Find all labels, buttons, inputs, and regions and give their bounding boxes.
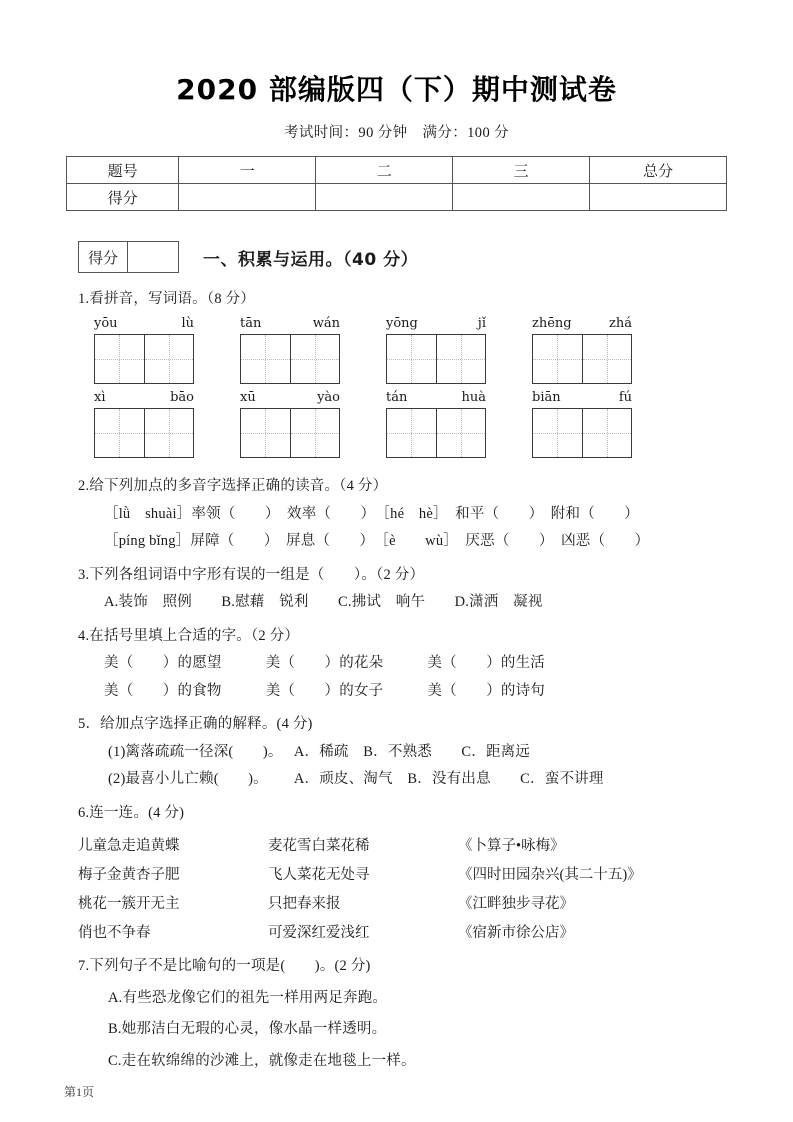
score-table-cell: 一 — [179, 157, 316, 184]
match-item-middle[interactable]: 飞人菜花无处寻 — [268, 867, 370, 884]
section-header — [52, 241, 741, 273]
question-5 — [52, 713, 741, 790]
question-7-option-a[interactable]: A.有些恐龙像它们的祖先一样用两足奔跑。 — [108, 989, 388, 1006]
score-table-cell: 三 — [453, 157, 590, 184]
section-score-value[interactable] — [128, 242, 178, 272]
match-item-right[interactable]: 《宿新市徐公店》 — [458, 925, 574, 942]
pinyin-text: yōu — [94, 316, 118, 332]
tianzige-pair[interactable] — [386, 408, 486, 458]
question-1-stem: 1.看拼音，写词语。（8 分） — [78, 291, 255, 307]
score-table-row-label: 得分 — [67, 184, 179, 211]
match-item-left[interactable]: 梅子金黄杏子肥 — [78, 867, 180, 884]
match-item-middle[interactable]: 只把春来报 — [268, 896, 341, 913]
tianzige-cell[interactable] — [582, 335, 631, 383]
pinyin-pair — [386, 316, 486, 331]
tianzige-pair[interactable] — [240, 334, 340, 384]
tianzige-pair[interactable] — [532, 334, 632, 384]
score-table-cell: 二 — [316, 157, 453, 184]
tianzige-cell[interactable] — [387, 409, 436, 457]
pinyin-text: zhēng — [532, 316, 572, 332]
pinyin-text: xū — [240, 390, 256, 406]
question-7-option-b[interactable]: B.她那洁白无瑕的心灵，像水晶一样透明。 — [108, 1021, 387, 1038]
tianzige-cell[interactable] — [436, 409, 485, 457]
tianzige-cell[interactable] — [387, 335, 436, 383]
pinyin-text: lù — [181, 316, 194, 332]
match-row[interactable] — [52, 892, 741, 913]
pinyin-text: yōng — [386, 316, 418, 332]
page-title: 2020 部编版四（下）期中测试卷 — [176, 73, 617, 106]
exam-info-line: 考试时间：90 分钟 满分：100 分 — [283, 125, 510, 141]
tianzige-cell[interactable] — [290, 335, 339, 383]
pinyin-grid-group — [78, 316, 210, 384]
pinyin-pair — [94, 316, 194, 331]
pinyin-text: jǐ — [477, 316, 486, 332]
score-input-cell[interactable] — [453, 184, 590, 211]
pinyin-text: xì — [94, 390, 106, 406]
question-7 — [52, 955, 741, 1072]
question-5-line-1[interactable]: (1)篱落疏疏一径深( )。 A．稀疏 B．不熟悉 C．距离远 — [108, 743, 531, 760]
tianzige-cell[interactable] — [144, 335, 193, 383]
score-input-cell[interactable] — [590, 184, 727, 211]
pinyin-grid-group — [78, 390, 210, 458]
pinyin-text: wán — [312, 316, 340, 332]
pinyin-grid-group — [370, 390, 502, 458]
pinyin-pair — [532, 316, 632, 331]
tianzige-pair[interactable] — [94, 408, 194, 458]
question-4-stem: 4.在括号里填上合适的字。（2 分） — [78, 627, 300, 644]
tianzige-pair[interactable] — [532, 408, 632, 458]
match-item-right[interactable]: 《四时田园杂兴(其二十五)》 — [458, 867, 642, 884]
question-7-option-c[interactable]: C.走在软绵绵的沙滩上，就像走在地毯上一样。 — [108, 1052, 416, 1069]
question-5-line-2[interactable]: (2)最喜小儿亡赖( )。 A．顽皮、淘气 B．没有出息 C．蛮不讲理 — [108, 771, 604, 788]
score-input-cell[interactable] — [316, 184, 453, 211]
question-7-stem: 7.下列句子不是比喻句的一项是( )。(2 分) — [78, 958, 371, 975]
question-3-stem: 3.下列各组词语中字形有误的一组是（ ）。（2 分） — [78, 566, 425, 583]
pinyin-text: yào — [317, 390, 340, 406]
score-table-wrapper — [52, 156, 741, 211]
tianzige-cell[interactable] — [290, 409, 339, 457]
pinyin-grid-section — [52, 316, 741, 458]
match-item-middle[interactable]: 麦花雪白菜花稀 — [268, 838, 370, 855]
score-table — [66, 156, 727, 211]
pinyin-text: fú — [618, 390, 632, 406]
table-row — [67, 157, 727, 184]
match-row[interactable] — [52, 863, 741, 884]
pinyin-grid-row — [78, 390, 741, 458]
pinyin-pair — [240, 390, 340, 405]
question-6-stem: 6.连一连。(4 分) — [78, 804, 185, 821]
tianzige-pair[interactable] — [240, 408, 340, 458]
tianzige-pair[interactable] — [94, 334, 194, 384]
tianzige-cell[interactable] — [144, 409, 193, 457]
pinyin-pair — [386, 390, 486, 405]
match-item-right[interactable]: 《卜算子•咏梅》 — [458, 838, 565, 855]
tianzige-pair[interactable] — [386, 334, 486, 384]
tianzige-cell[interactable] — [241, 409, 290, 457]
question-2-line-1[interactable]: ［lǜ shuài］率领（ ） 效率（ ） ［hé hè］ 和平（ ） 附和（ ） — [104, 505, 640, 522]
match-item-left[interactable]: 儿童急走追黄蝶 — [78, 838, 180, 855]
pinyin-grid-group — [516, 390, 648, 458]
tianzige-cell[interactable] — [533, 409, 582, 457]
pinyin-text: tān — [240, 316, 262, 332]
question-2-line-2[interactable]: ［píng bǐng］屏障（ ） 屏息（ ） ［è wù］ 厌恶（ ） 凶恶（ ） — [104, 533, 650, 550]
pinyin-pair — [532, 390, 632, 405]
pinyin-text: bāo — [170, 390, 194, 406]
match-row[interactable] — [52, 834, 741, 855]
question-4-line-2[interactable]: 美（ ）的食物 美（ ）的女子 美（ ）的诗句 — [104, 682, 545, 699]
section-title: 一、积累与运用。（40 分） — [203, 249, 419, 270]
tianzige-cell[interactable] — [582, 409, 631, 457]
pinyin-text: zhá — [609, 316, 632, 332]
pinyin-grid-row — [78, 316, 741, 384]
question-3 — [52, 564, 741, 614]
match-row[interactable] — [52, 921, 741, 942]
pinyin-pair — [240, 316, 340, 331]
tianzige-cell[interactable] — [95, 409, 144, 457]
match-item-middle[interactable]: 可爱深红爱浅红 — [268, 925, 370, 942]
score-table-row-label: 题号 — [67, 157, 179, 184]
question-2-stem: 2.给下列加点的多音字选择正确的读音。（4 分） — [78, 478, 388, 495]
tianzige-cell[interactable] — [533, 335, 582, 383]
tianzige-cell[interactable] — [241, 335, 290, 383]
tianzige-cell[interactable] — [436, 335, 485, 383]
question-4 — [52, 625, 741, 702]
pinyin-text: huà — [461, 390, 486, 406]
score-table-cell: 总分 — [590, 157, 727, 184]
tianzige-cell[interactable] — [95, 335, 144, 383]
question-1 — [52, 288, 741, 310]
match-item-left[interactable]: 桃花一簇开无主 — [78, 896, 180, 913]
pinyin-pair — [94, 390, 194, 405]
question-6 — [52, 802, 741, 824]
score-input-cell[interactable] — [179, 184, 316, 211]
pinyin-text: tán — [386, 390, 408, 406]
question-5-stem: 5．给加点字选择正确的解释。(4 分) — [78, 716, 313, 733]
pinyin-grid-group — [516, 316, 648, 384]
page-number-footer: 第1页 — [64, 1085, 95, 1099]
section-score-label: 得分 — [79, 242, 128, 272]
match-item-right[interactable]: 《江畔独步寻花》 — [458, 896, 574, 913]
question-2 — [52, 475, 741, 552]
pinyin-grid-group — [224, 316, 356, 384]
question-3-options[interactable]: A.装饰 照例 B.慰藉 锐利 C.拂试 响午 D.潇洒 凝视 — [104, 594, 543, 611]
pinyin-text: biān — [532, 390, 561, 406]
question-4-line-1[interactable]: 美（ ）的愿望 美（ ）的花朵 美（ ）的生活 — [104, 655, 545, 672]
pinyin-grid-group — [224, 390, 356, 458]
pinyin-grid-group — [370, 316, 502, 384]
table-row — [67, 184, 727, 211]
match-item-left[interactable]: 俏也不争春 — [78, 925, 151, 942]
section-score-box — [78, 241, 179, 273]
